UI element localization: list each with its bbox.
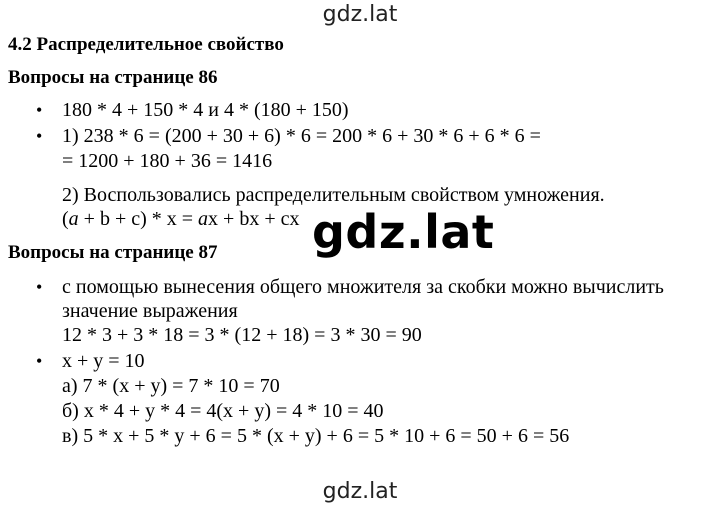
p86-bullet2-line1: 1) 238 * 6 = (200 + 30 + 6) * 6 = 200 * 6 + 30 * 6 + 6 * 6 = <box>62 125 541 147</box>
bullet-icon: • <box>36 351 43 371</box>
formula-p2: x + bx + cx <box>208 208 300 230</box>
p87-bullet1-line1: с помощью вынесения общего множителя за скобки можно вычислить <box>62 276 664 298</box>
watermark-top: gdz.lat <box>322 2 398 27</box>
p86-bullet2-line2: = 1200 + 180 + 36 = 1416 <box>62 150 273 172</box>
p87-bullet1-line2: значение выражения <box>62 300 238 322</box>
p87-item-v: в) 5 * x + 5 * y + 6 = 5 * (x + y) + 6 = 5 * 10 + 6 = 50 + 6 = 56 <box>62 425 570 447</box>
heading-page-86: Вопросы на странице 86 <box>8 67 218 88</box>
formula-p1: + b + c) * x = <box>78 208 199 230</box>
formula-a1: a <box>68 208 79 230</box>
formula-a2: a <box>198 208 209 230</box>
p86-formula: (a + b + c) * x = ax + bx + cx <box>62 208 300 230</box>
watermark-bottom: gdz.lat <box>322 479 398 504</box>
p87-bullet1-line3: 12 * 3 + 3 * 18 = 3 * (12 + 18) = 3 * 30 = 90 <box>62 324 422 346</box>
p87-item-a: а) 7 * (x + y) = 7 * 10 = 70 <box>62 375 280 397</box>
bullet-icon: • <box>36 277 43 297</box>
p87-item-b: б) x * 4 + y * 4 = 4(x + y) = 4 * 10 = 40 <box>62 400 384 422</box>
bullet-icon: • <box>36 100 43 120</box>
p87-bullet2-line1: x + y = 10 <box>62 350 145 372</box>
p86-bullet1: 180 * 4 + 150 * 4 и 4 * (180 + 150) <box>62 99 349 121</box>
bullet-icon: • <box>36 126 43 146</box>
p86-bullet2-line3: 2) Воспользовались распределительным свойством умножения. <box>62 184 605 206</box>
heading-page-87: Вопросы на странице 87 <box>8 242 218 263</box>
watermark-middle: gdz.lat <box>312 205 495 259</box>
section-title: 4.2 Распределительное свойство <box>8 34 284 55</box>
